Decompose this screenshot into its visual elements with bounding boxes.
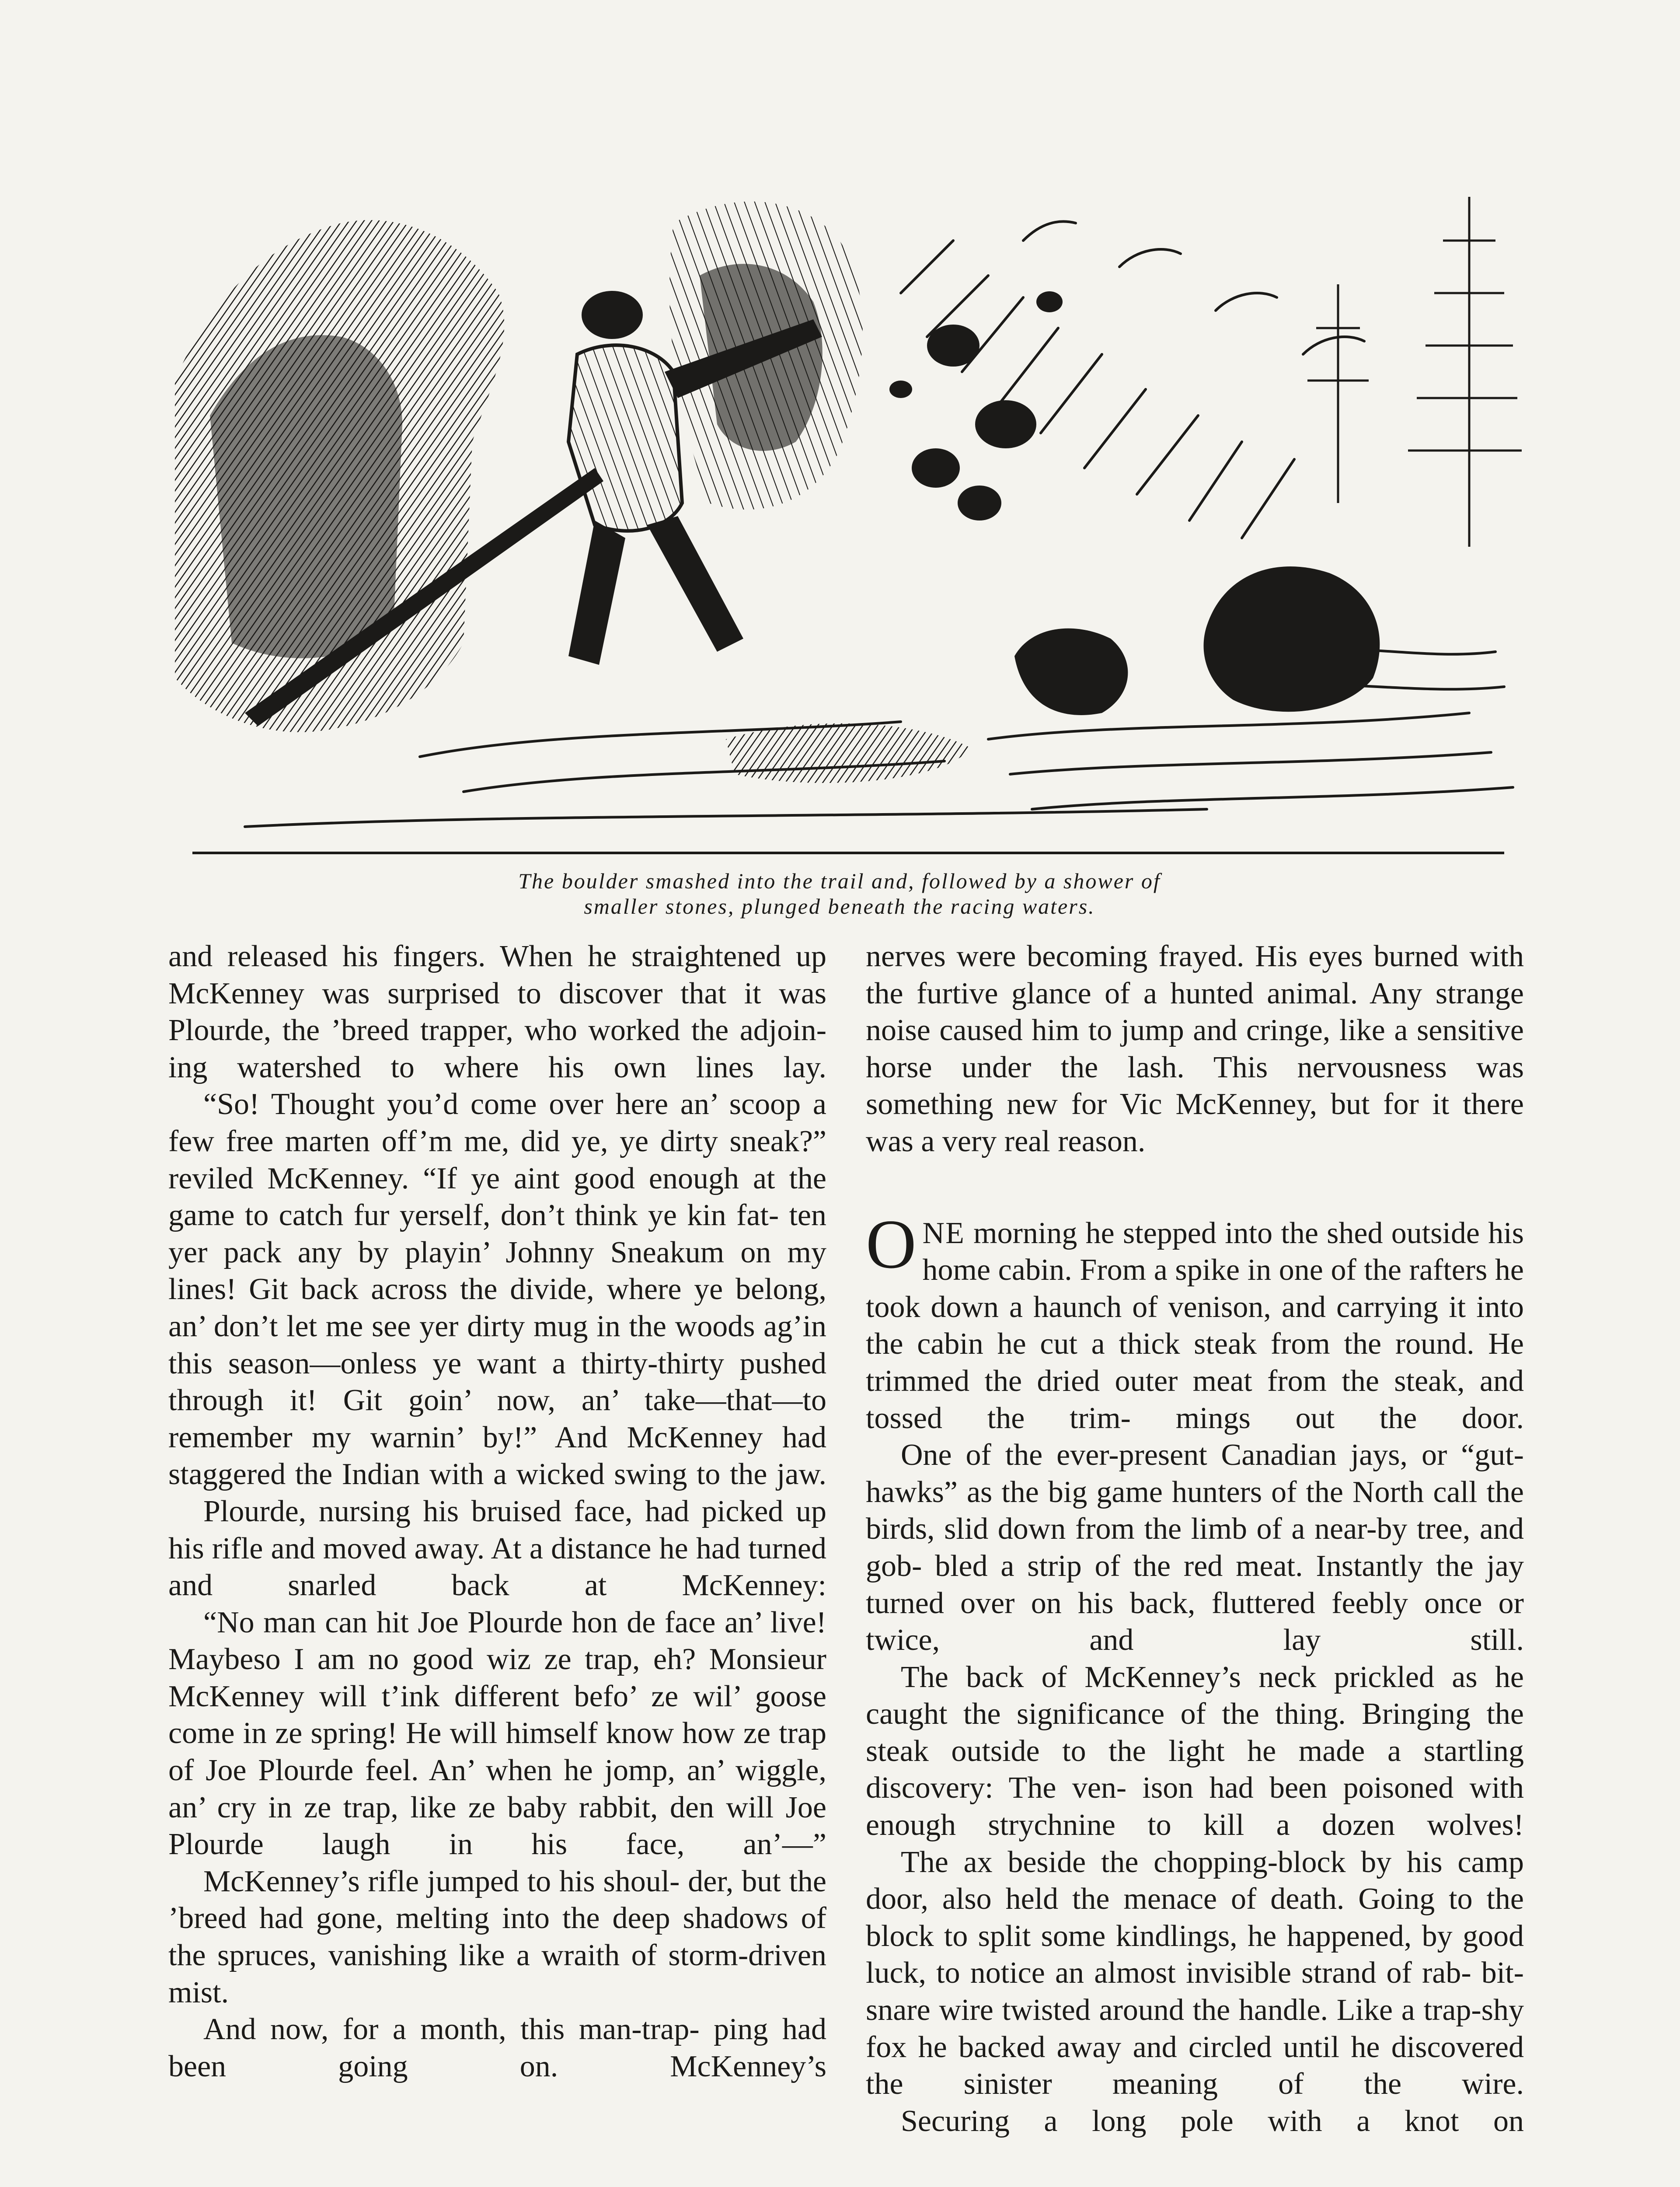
caption-line-1: The boulder smashed into the trail and, followed by a shower of bbox=[518, 869, 1161, 893]
drop-cap: O bbox=[866, 1205, 917, 1283]
paragraph: and released his fingers. When he straightened up McKenney was surprised to discover that it was Plourde, the ’breed trapper, who worked the adjoin- ing watershed to where his own lines lay. bbox=[168, 940, 826, 1084]
paragraph: The back of McKenney’s neck prickled as he caught the significance of the thing. Bringing the steak outside to the light he made a startling discovery: The ven- ison had been poisoned with enough strychnine to kill a dozen wolves! bbox=[866, 1660, 1524, 1842]
paragraph: Securing a long pole with a knot on bbox=[901, 2104, 1524, 2138]
paragraph: Plourde, nursing his bruised face, had picked up his rifle and moved away. At a distance he had turned and snarled back at McKenney: bbox=[168, 1494, 826, 1603]
right-column bbox=[866, 938, 1524, 2140]
paragraph: McKenney’s rifle jumped to his shoul- der, but the ’breed had gone, melting into the deep shadows of the spruces, vanishing like a wraith of storm-driven mist. bbox=[168, 1864, 826, 2009]
paragraph: And now, for a month, this man-trap- ping had been going on. McKenney’s bbox=[168, 2012, 826, 2083]
paragraph: “So! Thought you’d come over here an’ scoop a few free marten off’m me, did ye, ye dirty sneak?” reviled McKenney. “If ye aint good enough at the game to catch fur yerself, don’t think ye kin fat- ten yer pack any by playin’ Johnny Sneakum on my lines! Git back across the divide, where ye belong, an’ don’t let me see yer dirty mug in the woods ag’in this season—onless ye want a thirty-thirty pushed through it! Git goin’ now, an’ take—that—to remember my warnin’ by!” And McKenney had staggered the Indian with a wicked swing to the jaw. bbox=[168, 1087, 826, 1492]
paragraph: “No man can hit Joe Plourde hon de face an’ live! Maybeso I am no good wiz ze trap, eh? Monsieur McKenney will t’ink different befo’ ze wil’ goose come in ze spring! He will himself know how ze trap of Joe Plourde feel. An’ when he jomp, an’ wiggle, an’ cry in ze trap, like ze baby rabbit, den will Joe Plourde laugh in his face, an’—” bbox=[168, 1605, 826, 1862]
section-opening-paragraph bbox=[866, 1205, 1524, 1437]
caption-line-2: smaller stones, plunged beneath the racing waters. bbox=[584, 894, 1095, 919]
left-column bbox=[168, 938, 826, 2085]
section-break bbox=[866, 1160, 1524, 1215]
illustration-caption bbox=[262, 868, 1417, 919]
woodcut-illustration bbox=[157, 109, 1530, 862]
paragraph-text: morning he stepped into the shed outside his home cabin. From a spike in one of the rafters he took down a haunch of venison, and carrying it into the cabin he cut a thick steak from the round. He trimmed the dried outer meat from the steak, and tossed the trim- mings out the door. bbox=[866, 1216, 1524, 1435]
small-caps-lead: NE bbox=[922, 1216, 965, 1250]
paragraph: One of the ever-present Canadian jays, or “gut-hawks” as the big game hunters of the North call the birds, slid down from the limb of a near-by tree, and gob- bled a strip of the red meat. Instantly the jay turned over on his back, fluttered feebly once or twice, and lay still. bbox=[866, 1438, 1524, 1657]
paragraph: nerves were becoming frayed. His eyes burned with the furtive glance of a hunted animal. Any strange noise caused him to jump and cringe, like a sensitive horse under the lash. This nervousness was something new for Vic McKenney, but for it there was a very real reason. bbox=[866, 940, 1524, 1158]
paragraph: The ax beside the chopping-block by his camp door, also held the menace of death. Going to the block to split some kindlings, he happened, by good luck, to notice an almost invisible strand of rab- bit-snare wire twisted around the handle. Like a trap-shy fox he backed away and circled until he discovered the sinister meaning of the wire. bbox=[866, 1845, 1524, 2101]
